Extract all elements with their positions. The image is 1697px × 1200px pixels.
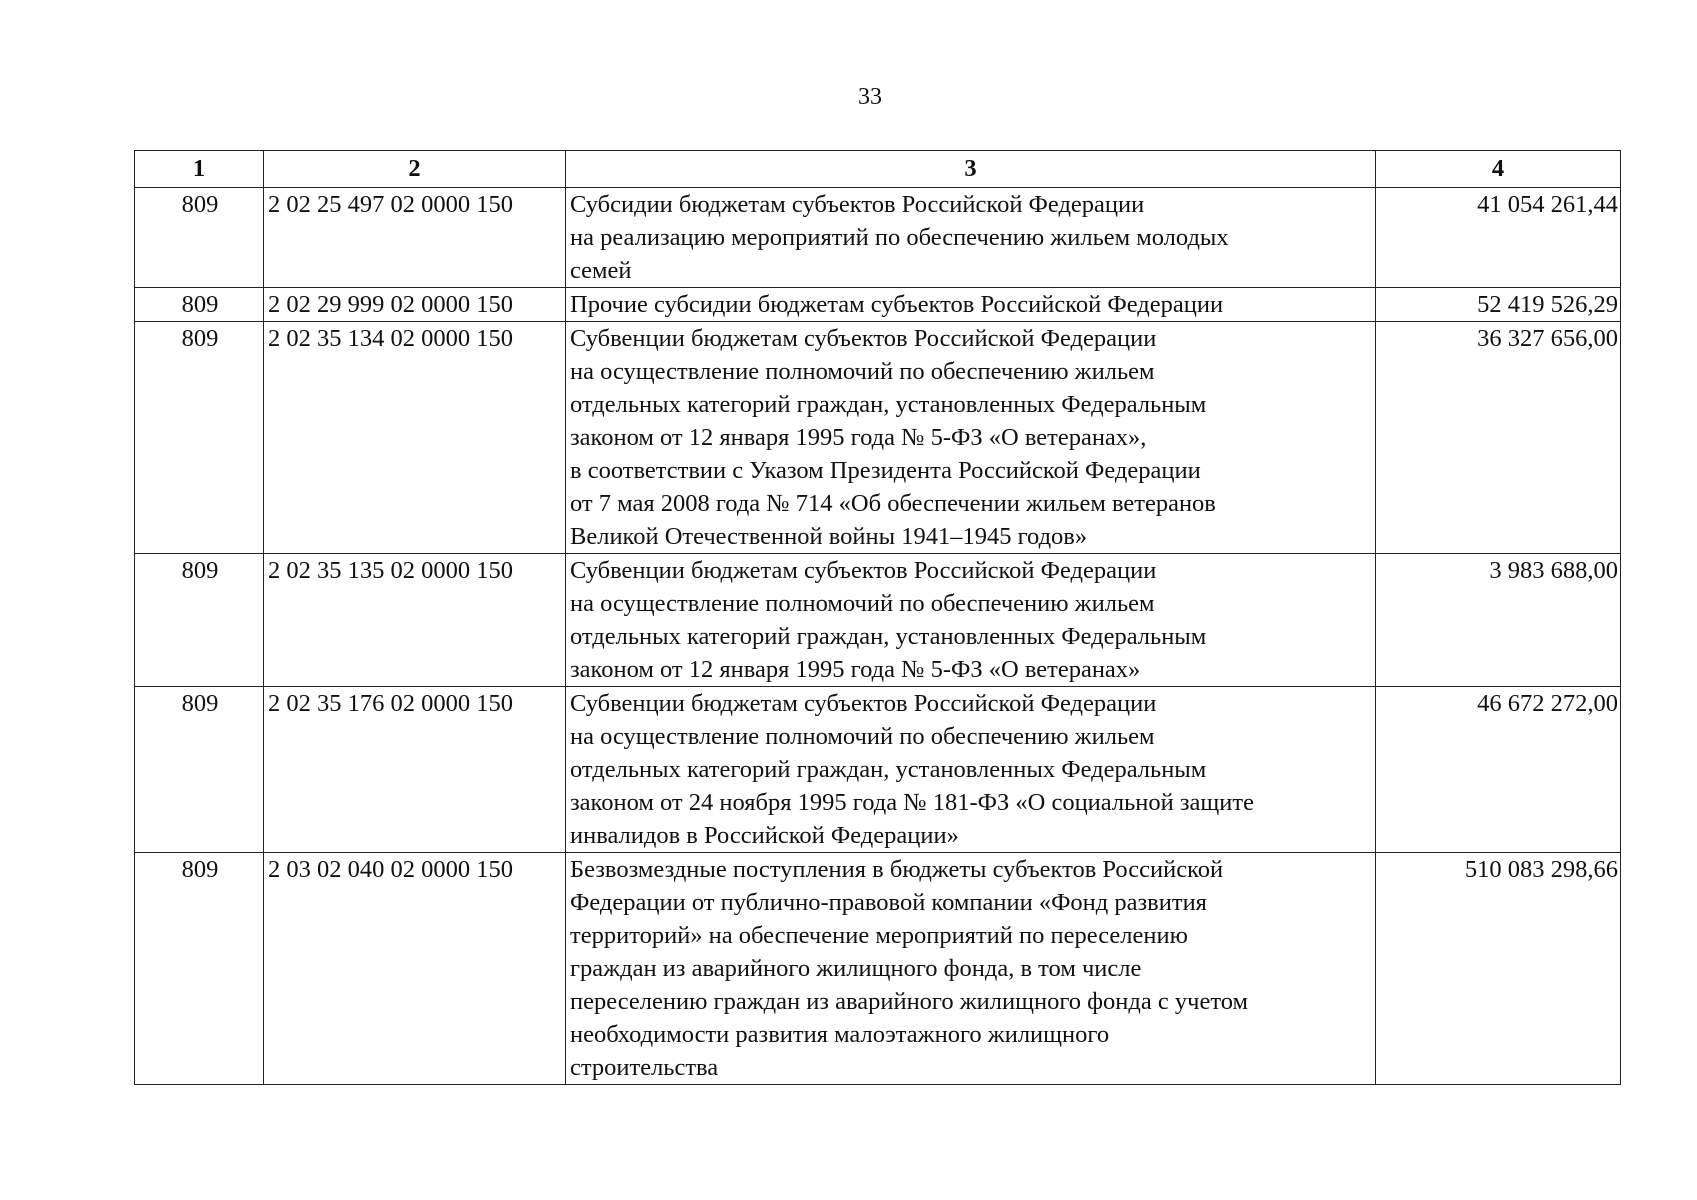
revenue-name-line: граждан из аварийного жилищного фонда, в том числе	[570, 955, 1142, 982]
budget-code-cell: 2 03 02 040 02 0000 150	[264, 853, 566, 1085]
revenue-name-line: отдельных категорий граждан, установленных Федеральным	[570, 391, 1207, 418]
admin-code-cell: 809	[135, 554, 264, 687]
revenue-name-line: от 7 мая 2008 года № 714 «Об обеспечении жильем ветеранов	[570, 490, 1216, 517]
revenue-name-line: Субвенции бюджетам субъектов Российской Федерации	[570, 325, 1157, 352]
budget-code-cell: 2 02 25 497 02 0000 150	[264, 188, 566, 288]
table-row	[135, 853, 1621, 1085]
budget-code-cell: 2 02 35 135 02 0000 150	[264, 554, 566, 687]
admin-code-cell: 809	[135, 687, 264, 853]
revenue-name-cell	[566, 687, 1376, 853]
budget-code-cell: 2 02 29 999 02 0000 150	[264, 288, 566, 322]
revenue-name-line: Субсидии бюджетам субъектов Российской Федерации	[570, 191, 1145, 218]
page-number: 33	[858, 84, 882, 110]
table-row	[135, 322, 1621, 554]
revenue-name-line: на осуществление полномочий по обеспечению жильем	[570, 590, 1155, 617]
revenue-name-line: отдельных категорий граждан, установленных Федеральным	[570, 623, 1207, 650]
admin-code-cell: 809	[135, 853, 264, 1085]
revenue-name-line: Субвенции бюджетам субъектов Российской Федерации	[570, 690, 1157, 717]
table-row	[135, 554, 1621, 687]
revenue-name-line: Великой Отечественной войны 1941–1945 годов»	[570, 523, 1088, 550]
table-row	[135, 188, 1621, 288]
revenue-name-line: инвалидов в Российской Федерации»	[570, 822, 959, 849]
revenue-name-line: Безвозмездные поступления в бюджеты субъектов Российской	[570, 856, 1224, 883]
revenue-name-line: законом от 12 января 1995 года № 5-ФЗ «О ветеранах»,	[570, 424, 1147, 451]
revenue-name-line: Прочие субсидии бюджетам субъектов Российской Федерации	[570, 291, 1224, 318]
revenue-name-line: семей	[570, 257, 632, 284]
amount-cell: 41 054 261,44	[1376, 188, 1621, 288]
revenue-name-line: строительства	[570, 1054, 719, 1081]
column-header-2: 2	[264, 151, 566, 188]
revenue-name-line: отдельных категорий граждан, установленных Федеральным	[570, 756, 1207, 783]
revenue-name-line: законом от 12 января 1995 года № 5-ФЗ «О ветеранах»	[570, 656, 1141, 683]
amount-cell: 36 327 656,00	[1376, 322, 1621, 554]
column-header-4: 4	[1376, 151, 1621, 188]
amount-cell: 52 419 526,29	[1376, 288, 1621, 322]
revenue-table	[134, 150, 1621, 1085]
column-header-3: 3	[566, 151, 1376, 188]
revenue-name-line: законом от 24 ноября 1995 года № 181-ФЗ «О социальной защите	[570, 789, 1254, 816]
revenue-name-cell	[566, 554, 1376, 687]
revenue-name-line: на осуществление полномочий по обеспечению жильем	[570, 358, 1155, 385]
budget-code-cell: 2 02 35 134 02 0000 150	[264, 322, 566, 554]
admin-code-cell: 809	[135, 188, 264, 288]
revenue-name-cell	[566, 853, 1376, 1085]
revenue-name-line: в соответствии с Указом Президента Российской Федерации	[570, 457, 1201, 484]
revenue-name-line: на реализацию мероприятий по обеспечению жильем молодых	[570, 224, 1229, 251]
table-row	[135, 687, 1621, 853]
revenue-name-cell	[566, 322, 1376, 554]
revenue-name-cell	[566, 288, 1376, 322]
revenue-name-line: на осуществление полномочий по обеспечению жильем	[570, 723, 1155, 750]
admin-code-cell: 809	[135, 322, 264, 554]
amount-cell: 46 672 272,00	[1376, 687, 1621, 853]
budget-code-cell: 2 02 35 176 02 0000 150	[264, 687, 566, 853]
table-row	[135, 288, 1621, 322]
revenue-name-cell	[566, 188, 1376, 288]
revenue-name-line: переселению граждан из аварийного жилищного фонда с учетом	[570, 988, 1248, 1015]
revenue-name-line: необходимости развития малоэтажного жилищного	[570, 1021, 1110, 1048]
column-header-1: 1	[135, 151, 264, 188]
revenue-name-line: территорий» на обеспечение мероприятий по переселению	[570, 922, 1188, 949]
amount-cell: 510 083 298,66	[1376, 853, 1621, 1085]
revenue-name-line: Федерации от публично-правовой компании «Фонд развития	[570, 889, 1207, 916]
revenue-name-line: Субвенции бюджетам субъектов Российской Федерации	[570, 557, 1157, 584]
admin-code-cell: 809	[135, 288, 264, 322]
table-header-row	[135, 151, 1621, 188]
amount-cell: 3 983 688,00	[1376, 554, 1621, 687]
